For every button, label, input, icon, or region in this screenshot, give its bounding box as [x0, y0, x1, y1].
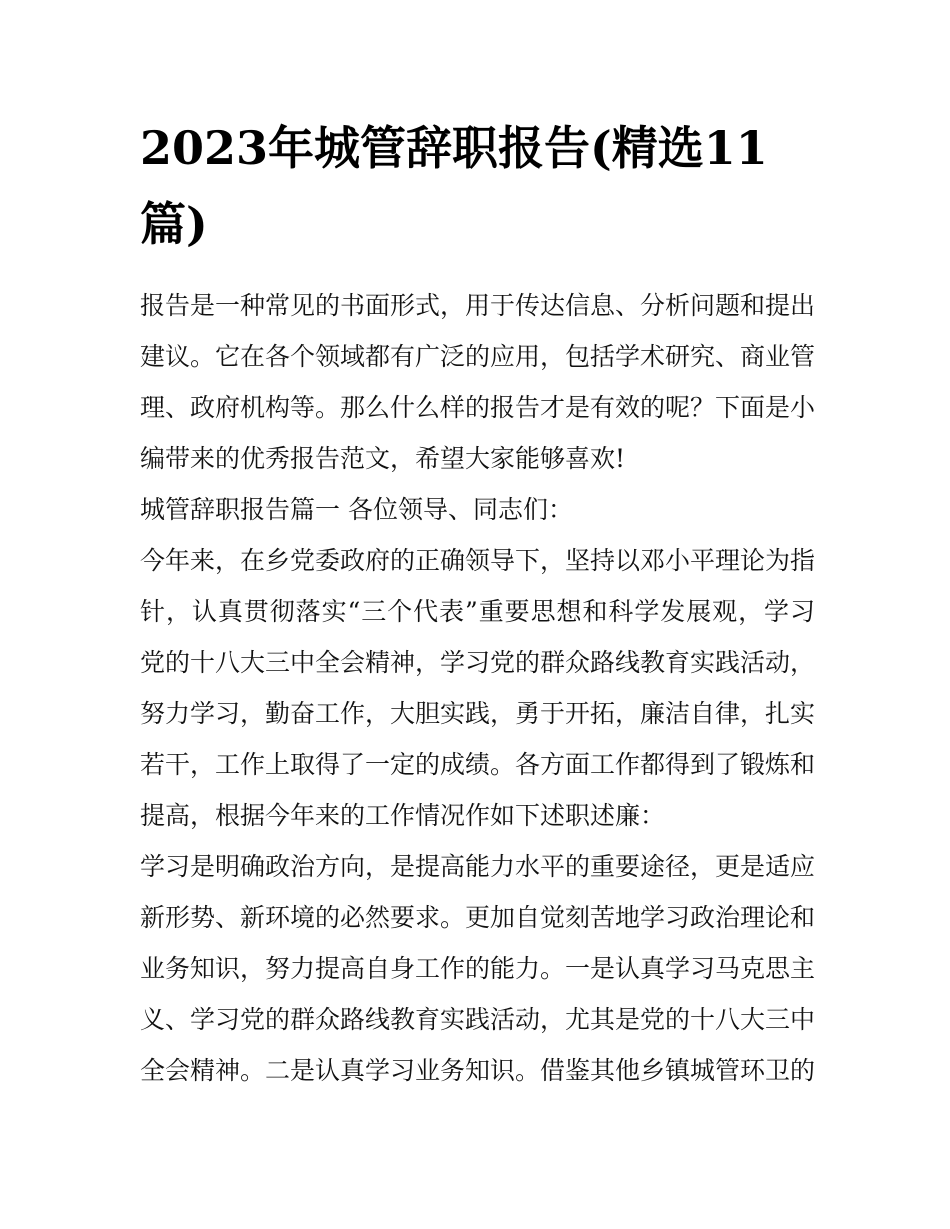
section-heading: 城管辞职报告篇一 各位领导、同志们：: [140, 495, 573, 524]
intro-paragraph: 报告是一种常见的书面形式，用于传达信息、分析问题和提出建议。它在各个领域都有广泛的应用，包括学术研究、商业管理、政府机构等。那么什么样的报告才是有效的呢？下面是小编带来的优秀报告范文，希望大家能够喜欢!: [140, 291, 816, 473]
document-body: [140, 280, 815, 1096]
body-paragraph: 今年来，在乡党委政府的正确领导下，坚持以邓小平理论为指针，认真贯彻落实“三个代表”重要思想和科学发展观，学习党的十八大三中全会精神，学习党的群众路线教育实践活动，努力学习，勤奋工作，大胆实践，勇于开拓，廉洁自律，扎实若干，工作上取得了一定的成绩。各方面工作都得到了锻炼和提高，根据今年来的工作情况作如下述职述廉：: [140, 546, 816, 830]
body-paragraph: 学习是明确政治方向，是提高能力水平的重要途径，更是适应新形势、新环境的必然要求。更加自觉刻苦地学习政治理论和业务知识，努力提高自身工作的能力。一是认真学习马克思主义、学习党的群众路线教育实践活动，尤其是党的十八大三中全会精神。二是认真学习业务知识。借鉴其他乡镇城管环卫的: [140, 852, 816, 1085]
document-title: 2023年城管辞职报告(精选11篇): [140, 121, 768, 251]
